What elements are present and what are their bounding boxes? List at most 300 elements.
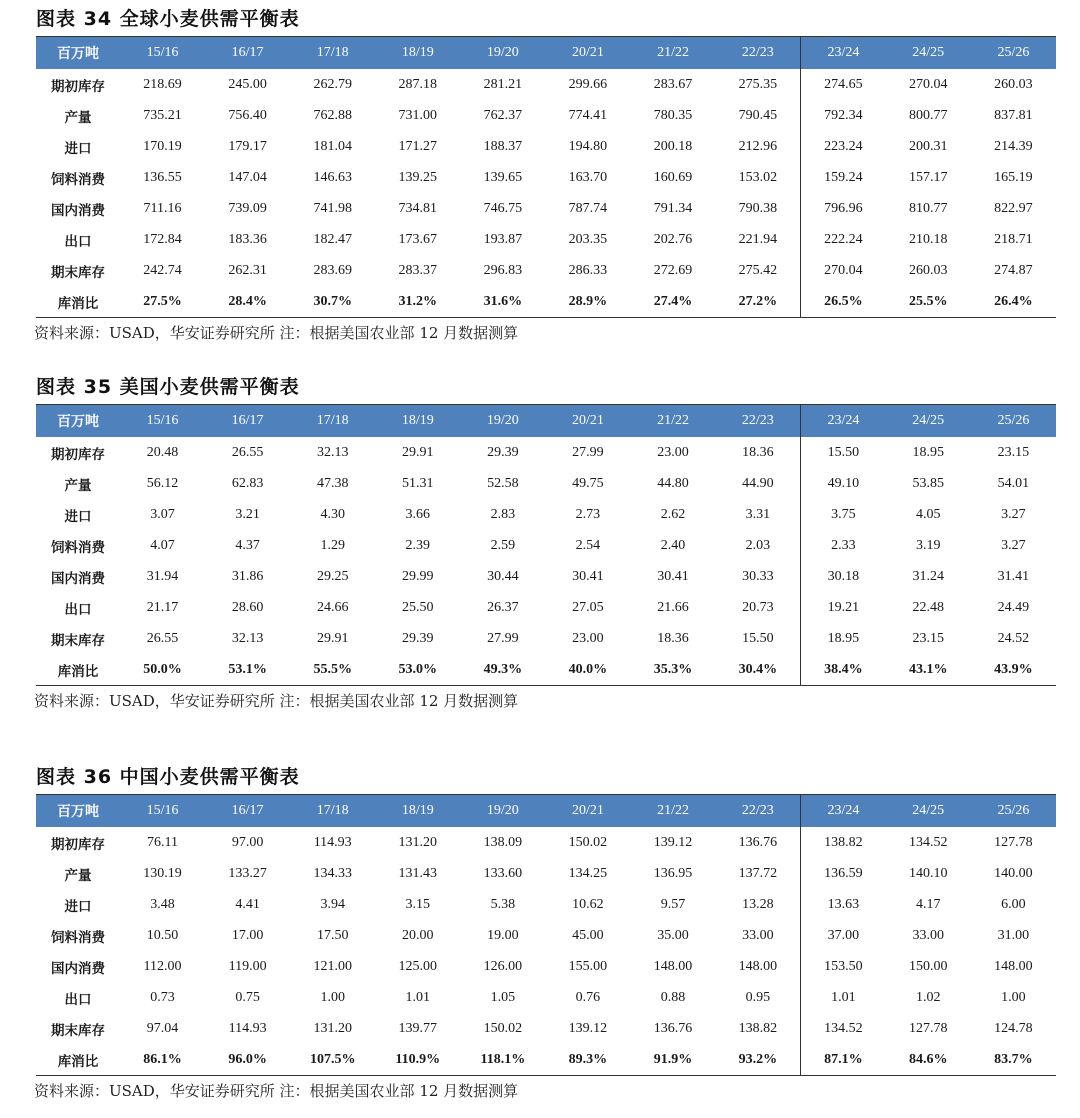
row-label: 期末库存 (51, 1022, 105, 1039)
table-cell: 171.27 (398, 138, 438, 154)
table-cell: 762.37 (483, 107, 523, 123)
table-row (36, 623, 1056, 654)
table-cell: 29.39 (487, 444, 519, 460)
table-cell: 136.76 (738, 834, 778, 850)
table-cell: 86.1% (143, 1051, 182, 1067)
row-label: 出口 (64, 601, 92, 618)
table-cell: 296.83 (483, 262, 523, 278)
table-cell: 150.02 (483, 1020, 523, 1036)
table-cell: 2.33 (801, 530, 886, 561)
table-cell: 29.39 (402, 630, 434, 646)
table-cell: 18.36 (742, 444, 774, 460)
table-cell: 89.3% (568, 1051, 608, 1067)
balance-table-container (36, 794, 1056, 1076)
table-cell: 49.3% (483, 661, 523, 677)
table-cell: 3.21 (235, 506, 260, 522)
row-label: 期初库存 (51, 446, 105, 463)
year-header: 20/21 (545, 37, 630, 69)
table-cell: 138.82 (801, 827, 886, 858)
year-header: 16/17 (205, 795, 290, 827)
table-row (36, 224, 1056, 255)
table-cell: 139.77 (398, 1020, 438, 1036)
table-cell: 222.24 (801, 224, 886, 255)
table-cell: 173.67 (398, 231, 438, 247)
figure-title: 图表 34 全球小麦供需平衡表 (36, 8, 300, 30)
row-label: 进口 (64, 898, 92, 915)
table-cell: 30.18 (801, 561, 886, 592)
table-cell: 3.94 (320, 896, 345, 912)
row-label: 饲料消费 (51, 929, 105, 946)
table-cell: 245.00 (228, 76, 267, 92)
table-cell: 2.39 (405, 537, 431, 553)
table-cell: 27.99 (572, 444, 604, 460)
table-cell: 31.24 (912, 568, 944, 584)
year-header: 23/24 (801, 795, 886, 827)
table-cell: 97.00 (231, 834, 264, 850)
table-cell: 43.9% (994, 661, 1033, 677)
year-header: 18/19 (375, 37, 460, 69)
row-label: 出口 (64, 991, 92, 1008)
table-cell: 134.52 (908, 834, 948, 850)
table-cell: 260.03 (994, 76, 1033, 92)
table-cell: 3.66 (405, 506, 431, 522)
table-row (36, 255, 1056, 286)
year-header: 18/19 (375, 405, 460, 437)
row-label: 国内消费 (51, 202, 105, 219)
table-cell: 2.03 (745, 537, 771, 553)
table-cell: 148.00 (653, 958, 693, 974)
table-cell: 55.5% (313, 661, 352, 677)
table-cell: 275.35 (738, 76, 778, 92)
row-label: 进口 (64, 508, 92, 525)
table-cell: 0.73 (150, 989, 175, 1005)
year-header: 21/22 (630, 795, 715, 827)
table-cell: 155.00 (568, 958, 608, 974)
row-label: 产量 (64, 109, 92, 126)
year-header: 15/16 (120, 37, 205, 69)
table-cell: 21.17 (146, 599, 179, 615)
table-cell: 23.15 (997, 444, 1030, 460)
table-cell: 20.73 (742, 599, 774, 615)
table-cell: 52.58 (487, 475, 519, 491)
year-header: 23/24 (801, 405, 886, 437)
table-cell: 45.00 (572, 927, 604, 943)
table-row (36, 951, 1056, 982)
table-cell: 2.73 (575, 506, 601, 522)
table-cell: 56.12 (146, 475, 179, 491)
table-cell: 37.00 (801, 920, 886, 951)
table-cell: 131.20 (398, 834, 438, 850)
table-cell: 1.01 (405, 989, 431, 1005)
table-cell: 18.95 (912, 444, 944, 460)
table-cell: 210.18 (908, 231, 948, 247)
table-row (36, 100, 1056, 131)
table-cell: 27.5% (143, 293, 182, 309)
table-cell: 200.31 (908, 138, 948, 154)
table-cell: 27.99 (487, 630, 519, 646)
table-cell: 260.03 (908, 262, 948, 278)
table-cell: 270.04 (908, 76, 948, 92)
table-cell: 19.21 (801, 592, 886, 623)
table-cell: 29.99 (402, 568, 434, 584)
table-cell: 26.37 (487, 599, 519, 615)
table-cell: 281.21 (483, 76, 523, 92)
table-cell: 0.76 (575, 989, 601, 1005)
table-cell: 214.39 (994, 138, 1033, 154)
table-cell: 796.96 (801, 193, 886, 224)
table-cell: 93.2% (738, 1051, 778, 1067)
table-cell: 3.31 (745, 506, 771, 522)
year-header: 16/17 (205, 37, 290, 69)
table-cell: 787.74 (568, 200, 608, 216)
table-cell: 44.80 (657, 475, 689, 491)
row-label: 期末库存 (51, 264, 105, 281)
unit-header: 百万吨 (36, 37, 120, 69)
table-cell: 26.4% (994, 293, 1033, 309)
table-cell: 13.28 (742, 896, 774, 912)
table-cell: 792.34 (801, 100, 886, 131)
year-header: 24/25 (886, 37, 971, 69)
table-cell: 139.25 (398, 169, 438, 185)
table-cell: 18.95 (801, 623, 886, 654)
table-cell: 202.76 (653, 231, 693, 247)
table-row (36, 982, 1056, 1013)
table-cell: 242.74 (143, 262, 182, 278)
table-cell: 9.57 (660, 896, 686, 912)
table-row (36, 530, 1056, 561)
year-header: 15/16 (120, 795, 205, 827)
table-cell: 3.19 (915, 537, 941, 553)
table-cell: 283.67 (653, 76, 693, 92)
table-row (36, 1044, 1056, 1075)
row-label: 期初库存 (51, 836, 105, 853)
table-cell: 1.02 (915, 989, 941, 1005)
table-cell: 10.50 (146, 927, 179, 943)
row-label: 国内消费 (51, 570, 105, 587)
table-cell: 53.1% (228, 661, 267, 677)
table-cell: 137.72 (738, 865, 778, 881)
table-row (36, 131, 1056, 162)
unit-header: 百万吨 (36, 795, 120, 827)
table-cell: 150.00 (908, 958, 948, 974)
table-cell: 24.49 (997, 599, 1030, 615)
row-label: 产量 (64, 477, 92, 494)
year-header: 25/26 (971, 405, 1056, 437)
table-cell: 735.21 (143, 107, 182, 123)
year-header: 19/20 (460, 37, 545, 69)
table-cell: 51.31 (402, 475, 434, 491)
table-cell: 30.4% (738, 661, 778, 677)
table-cell: 0.75 (235, 989, 260, 1005)
table-cell: 119.00 (228, 958, 267, 974)
table-cell: 125.00 (398, 958, 438, 974)
table-cell: 21.66 (657, 599, 689, 615)
table-cell: 3.48 (150, 896, 175, 912)
table-cell: 153.50 (801, 951, 886, 982)
year-header: 19/20 (460, 405, 545, 437)
table-cell: 87.1% (801, 1044, 886, 1075)
table-cell: 26.5% (801, 286, 886, 317)
table-cell: 29.25 (316, 568, 349, 584)
table-cell: 140.00 (994, 865, 1033, 881)
table-cell: 27.4% (653, 293, 693, 309)
table-cell: 126.00 (483, 958, 523, 974)
row-label: 库消比 (57, 1053, 99, 1070)
unit-header: 百万吨 (36, 405, 120, 437)
table-cell: 20.48 (146, 444, 179, 460)
table-cell: 172.84 (143, 231, 182, 247)
table-cell: 33.00 (912, 927, 944, 943)
year-header: 18/19 (375, 795, 460, 827)
table-cell: 110.9% (395, 1051, 441, 1067)
table-cell: 274.65 (801, 69, 886, 100)
table-row (36, 561, 1056, 592)
table-cell: 24.52 (997, 630, 1030, 646)
table-cell: 131.20 (313, 1020, 352, 1036)
table-cell: 1.29 (320, 537, 345, 553)
table-cell: 2.62 (660, 506, 686, 522)
table-cell: 159.24 (801, 162, 886, 193)
table-cell: 13.63 (801, 889, 886, 920)
table-cell: 275.42 (738, 262, 778, 278)
table-cell: 1.00 (1001, 989, 1026, 1005)
table-cell: 800.77 (908, 107, 948, 123)
table-cell: 283.37 (398, 262, 438, 278)
table-cell: 28.4% (228, 293, 267, 309)
table-cell: 139.65 (483, 169, 523, 185)
table-cell: 160.69 (653, 169, 693, 185)
table-cell: 182.47 (313, 231, 352, 247)
table-cell: 2.54 (575, 537, 601, 553)
year-header: 25/26 (971, 37, 1056, 69)
table-cell: 200.18 (653, 138, 693, 154)
table-cell: 23.00 (572, 630, 604, 646)
table-cell: 5.38 (490, 896, 516, 912)
table-cell: 53.85 (912, 475, 944, 491)
table-cell: 283.69 (313, 262, 352, 278)
table-cell: 53.0% (398, 661, 438, 677)
year-header: 19/20 (460, 795, 545, 827)
table-cell: 3.15 (405, 896, 431, 912)
table-cell: 139.12 (653, 834, 693, 850)
table-cell: 739.09 (228, 200, 267, 216)
table-row (36, 468, 1056, 499)
table-cell: 27.2% (738, 293, 778, 309)
table-cell: 31.2% (398, 293, 438, 309)
table-cell: 17.00 (231, 927, 264, 943)
table-cell: 756.40 (228, 107, 267, 123)
table-cell: 15.50 (801, 437, 886, 468)
table-cell: 114.93 (313, 834, 352, 850)
header-row (36, 37, 1056, 69)
year-header: 24/25 (886, 795, 971, 827)
table-cell: 136.55 (143, 169, 182, 185)
balance-table (36, 405, 1056, 685)
table-cell: 262.31 (228, 262, 267, 278)
row-label: 期初库存 (51, 78, 105, 95)
table-cell: 286.33 (568, 262, 608, 278)
table-cell: 26.55 (146, 630, 179, 646)
table-cell: 31.86 (231, 568, 264, 584)
table-cell: 20.00 (402, 927, 434, 943)
year-header: 20/21 (545, 405, 630, 437)
table-cell: 127.78 (908, 1020, 948, 1036)
table-cell: 148.00 (994, 958, 1033, 974)
table-cell: 790.45 (738, 107, 778, 123)
balance-table-container (36, 36, 1056, 318)
table-cell: 31.6% (483, 293, 523, 309)
table-cell: 118.1% (480, 1051, 526, 1067)
table-cell: 4.41 (235, 896, 260, 912)
table-cell: 837.81 (994, 107, 1033, 123)
table-cell: 138.09 (483, 834, 523, 850)
table-cell: 791.34 (653, 200, 693, 216)
table-cell: 3.27 (1001, 506, 1026, 522)
table-cell: 127.78 (994, 834, 1033, 850)
year-header: 22/23 (716, 405, 801, 437)
row-label: 出口 (64, 233, 92, 250)
table-cell: 30.7% (313, 293, 352, 309)
table-cell: 272.69 (653, 262, 693, 278)
table-cell: 203.35 (568, 231, 608, 247)
table-row (36, 889, 1056, 920)
table-row (36, 286, 1056, 317)
source-note: 资料来源：USAD，华安证券研究所 注：根据美国农业部 12 月数据测算 (34, 692, 519, 710)
table-cell: 1.05 (490, 989, 516, 1005)
table-cell: 148.00 (738, 958, 778, 974)
table-cell: 153.02 (738, 169, 778, 185)
table-cell: 262.79 (313, 76, 352, 92)
table-cell: 32.13 (231, 630, 264, 646)
table-cell: 287.18 (398, 76, 438, 92)
table-cell: 43.1% (908, 661, 948, 677)
table-cell: 810.77 (908, 200, 948, 216)
table-row (36, 858, 1056, 889)
table-cell: 25.5% (908, 293, 948, 309)
figure-title: 图表 35 美国小麦供需平衡表 (36, 376, 300, 398)
year-header: 25/26 (971, 795, 1056, 827)
table-cell: 221.94 (738, 231, 778, 247)
table-cell: 22.48 (912, 599, 944, 615)
year-header: 24/25 (886, 405, 971, 437)
table-cell: 76.11 (147, 834, 179, 850)
table-cell: 40.0% (568, 661, 608, 677)
table-cell: 27.05 (572, 599, 604, 615)
row-label: 进口 (64, 140, 92, 157)
header-row (36, 795, 1056, 827)
table-cell: 28.9% (568, 293, 608, 309)
table-cell: 165.19 (994, 169, 1033, 185)
row-label: 饲料消费 (51, 171, 105, 188)
row-label: 产量 (64, 867, 92, 884)
table-cell: 179.17 (228, 138, 267, 154)
table-cell: 157.17 (908, 169, 948, 185)
year-header: 22/23 (716, 37, 801, 69)
year-header: 20/21 (545, 795, 630, 827)
table-cell: 3.07 (150, 506, 175, 522)
year-header: 16/17 (205, 405, 290, 437)
table-cell: 25.50 (402, 599, 434, 615)
source-note: 资料来源：USAD，华安证券研究所 注：根据美国农业部 12 月数据测算 (34, 324, 519, 342)
year-header: 15/16 (120, 405, 205, 437)
table-row (36, 499, 1056, 530)
header-row (36, 405, 1056, 437)
table-cell: 35.3% (653, 661, 693, 677)
table-cell: 47.38 (316, 475, 349, 491)
table-cell: 4.30 (320, 506, 345, 522)
table-row (36, 193, 1056, 224)
table-cell: 188.37 (483, 138, 523, 154)
table-row (36, 920, 1056, 951)
table-cell: 134.25 (568, 865, 608, 881)
table-cell: 31.41 (997, 568, 1030, 584)
figure-title: 图表 36 中国小麦供需平衡表 (36, 766, 300, 788)
table-cell: 134.52 (801, 1013, 886, 1044)
table-row (36, 592, 1056, 623)
year-header: 21/22 (630, 405, 715, 437)
table-cell: 762.88 (313, 107, 352, 123)
table-cell: 181.04 (313, 138, 352, 154)
table-cell: 163.70 (568, 169, 608, 185)
table-cell: 130.19 (143, 865, 182, 881)
table-cell: 212.96 (738, 138, 778, 154)
table-cell: 136.95 (653, 865, 693, 881)
table-cell: 790.38 (738, 200, 778, 216)
table-cell: 170.19 (143, 138, 182, 154)
table-cell: 0.95 (745, 989, 771, 1005)
table-cell: 33.00 (742, 927, 774, 943)
row-label: 库消比 (57, 663, 99, 680)
table-cell: 3.27 (1001, 537, 1026, 553)
table-cell: 734.81 (398, 200, 438, 216)
row-label: 库消比 (57, 295, 99, 312)
table-cell: 18.36 (657, 630, 689, 646)
table-cell: 28.60 (231, 599, 264, 615)
table-cell: 97.04 (146, 1020, 179, 1036)
table-cell: 83.7% (994, 1051, 1033, 1067)
table-cell: 24.66 (316, 599, 349, 615)
year-header: 22/23 (716, 795, 801, 827)
table-cell: 4.37 (235, 537, 260, 553)
table-cell: 29.91 (316, 630, 349, 646)
table-cell: 746.75 (483, 200, 523, 216)
year-header: 17/18 (290, 405, 375, 437)
table-cell: 223.24 (801, 131, 886, 162)
table-cell: 32.13 (316, 444, 349, 460)
table-row (36, 69, 1056, 100)
table-cell: 138.82 (738, 1020, 778, 1036)
table-cell: 299.66 (568, 76, 608, 92)
table-cell: 17.50 (316, 927, 349, 943)
table-cell: 107.5% (309, 1051, 356, 1067)
table-cell: 136.59 (801, 858, 886, 889)
table-cell: 54.01 (997, 475, 1030, 491)
table-cell: 4.07 (150, 537, 175, 553)
table-cell: 133.27 (228, 865, 267, 881)
table-cell: 194.80 (568, 138, 608, 154)
table-cell: 2.83 (490, 506, 516, 522)
table-cell: 270.04 (801, 255, 886, 286)
table-cell: 10.62 (572, 896, 604, 912)
table-cell: 4.17 (915, 896, 941, 912)
table-cell: 49.75 (572, 475, 604, 491)
balance-table (36, 795, 1056, 1075)
table-cell: 2.59 (490, 537, 516, 553)
table-cell: 84.6% (908, 1051, 948, 1067)
table-row (36, 827, 1056, 858)
year-header: 17/18 (290, 795, 375, 827)
table-cell: 30.41 (657, 568, 689, 584)
